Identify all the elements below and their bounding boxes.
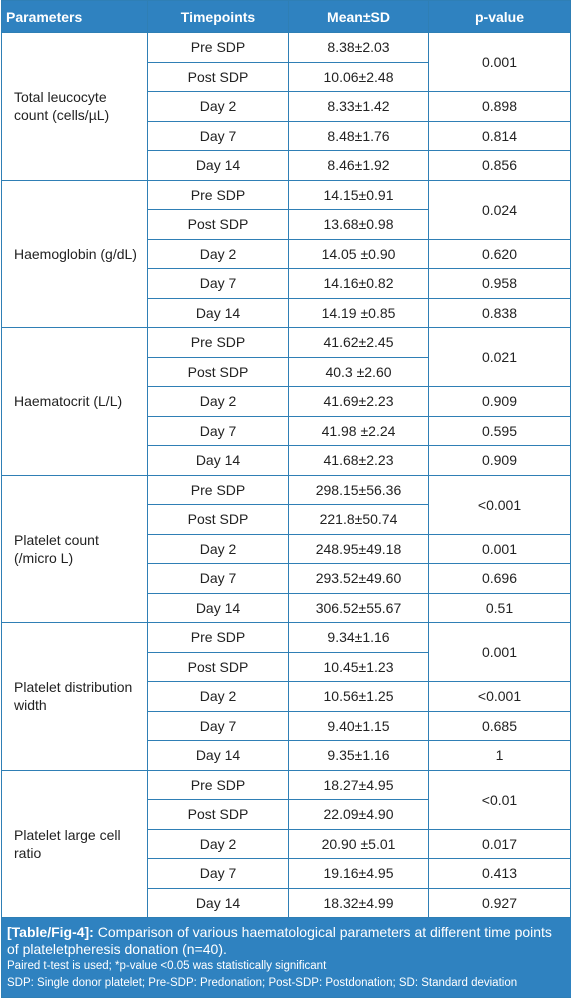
p-value-cell: 0.024: [429, 180, 571, 239]
mean-sd-cell: 10.06±2.48: [289, 62, 429, 92]
header-p-value: p-value: [429, 1, 571, 33]
header-row: [2, 1, 571, 33]
parameter-cell: Haemoglobin (g/dL): [2, 180, 148, 328]
timepoint-cell: Pre SDP: [148, 180, 289, 210]
mean-sd-cell: 298.15±56.36: [289, 475, 429, 505]
table-row: [2, 475, 571, 505]
header-timepoints: Timepoints: [148, 1, 289, 33]
p-value-cell: 0.51: [429, 593, 571, 623]
p-value-cell: 1: [429, 741, 571, 771]
mean-sd-cell: 9.40±1.15: [289, 711, 429, 741]
mean-sd-cell: 8.48±1.76: [289, 121, 429, 151]
mean-sd-cell: 14.05 ±0.90: [289, 239, 429, 269]
mean-sd-cell: 8.33±1.42: [289, 92, 429, 122]
mean-sd-cell: 14.16±0.82: [289, 269, 429, 299]
table-row: [2, 623, 571, 653]
p-value-cell: 0.001: [429, 33, 571, 92]
header-parameters: Parameters: [2, 1, 148, 33]
p-value-cell: 0.001: [429, 534, 571, 564]
mean-sd-cell: 9.35±1.16: [289, 741, 429, 771]
timepoint-cell: Day 14: [148, 888, 289, 918]
p-value-cell: 0.696: [429, 564, 571, 594]
parameter-cell: Platelet count (/micro L): [2, 475, 148, 623]
timepoint-cell: Day 2: [148, 239, 289, 269]
mean-sd-cell: 8.38±2.03: [289, 33, 429, 63]
timepoint-cell: Pre SDP: [148, 328, 289, 358]
timepoint-cell: Day 7: [148, 564, 289, 594]
timepoint-cell: Day 7: [148, 416, 289, 446]
p-value-cell: 0.927: [429, 888, 571, 918]
parameter-cell: Total leucocyte count (cells/µL): [2, 33, 148, 181]
mean-sd-cell: 22.09±4.90: [289, 800, 429, 830]
mean-sd-cell: 41.69±2.23: [289, 387, 429, 417]
table-row: [2, 770, 571, 800]
table-row: [2, 33, 571, 63]
timepoint-cell: Day 14: [148, 298, 289, 328]
timepoint-cell: Day 7: [148, 859, 289, 889]
parameter-cell: Platelet large cell ratio: [2, 770, 148, 918]
p-value-cell: 0.017: [429, 829, 571, 859]
mean-sd-cell: 9.34±1.16: [289, 623, 429, 653]
timepoint-cell: Day 2: [148, 534, 289, 564]
p-value-cell: 0.909: [429, 387, 571, 417]
parameter-cell: Haematocrit (L/L): [2, 328, 148, 476]
p-value-cell: 0.856: [429, 151, 571, 181]
mean-sd-cell: 41.68±2.23: [289, 446, 429, 476]
mean-sd-cell: 8.46±1.92: [289, 151, 429, 181]
timepoint-cell: Post SDP: [148, 210, 289, 240]
table-figure: [1, 0, 570, 998]
timepoint-cell: Post SDP: [148, 505, 289, 535]
timepoint-cell: Post SDP: [148, 62, 289, 92]
p-value-cell: 0.958: [429, 269, 571, 299]
mean-sd-cell: 41.98 ±2.24: [289, 416, 429, 446]
p-value-cell: 0.838: [429, 298, 571, 328]
table-caption: [1, 918, 571, 998]
p-value-cell: 0.620: [429, 239, 571, 269]
timepoint-cell: Day 2: [148, 92, 289, 122]
p-value-cell: 0.814: [429, 121, 571, 151]
caption-main: [7, 924, 566, 958]
timepoint-cell: Pre SDP: [148, 475, 289, 505]
timepoint-cell: Pre SDP: [148, 623, 289, 653]
timepoint-cell: Day 14: [148, 151, 289, 181]
timepoint-cell: Day 7: [148, 269, 289, 299]
mean-sd-cell: 41.62±2.45: [289, 328, 429, 358]
mean-sd-cell: 18.32±4.99: [289, 888, 429, 918]
p-value-cell: 0.413: [429, 859, 571, 889]
timepoint-cell: Day 2: [148, 682, 289, 712]
timepoint-cell: Pre SDP: [148, 33, 289, 63]
timepoint-cell: Post SDP: [148, 357, 289, 387]
mean-sd-cell: 13.68±0.98: [289, 210, 429, 240]
timepoint-cell: Day 2: [148, 829, 289, 859]
p-value-cell: 0.021: [429, 328, 571, 387]
mean-sd-cell: 20.90 ±5.01: [289, 829, 429, 859]
mean-sd-cell: 19.16±4.95: [289, 859, 429, 889]
p-value-cell: 0.909: [429, 446, 571, 476]
timepoint-cell: Day 14: [148, 741, 289, 771]
p-value-cell: 0.001: [429, 623, 571, 682]
mean-sd-cell: 221.8±50.74: [289, 505, 429, 535]
mean-sd-cell: 40.3 ±2.60: [289, 357, 429, 387]
p-value-cell: 0.898: [429, 92, 571, 122]
mean-sd-cell: 306.52±55.67: [289, 593, 429, 623]
timepoint-cell: Day 7: [148, 121, 289, 151]
caption-text: Comparison of various haematological parameters at different time points of plateletpheresis donation (n=40).: [7, 924, 552, 957]
p-value-cell: <0.001: [429, 475, 571, 534]
mean-sd-cell: 248.95±49.18: [289, 534, 429, 564]
table-row: [2, 328, 571, 358]
mean-sd-cell: 14.19 ±0.85: [289, 298, 429, 328]
p-value-cell: 0.595: [429, 416, 571, 446]
mean-sd-cell: 293.52±49.60: [289, 564, 429, 594]
header-mean-sd: Mean±SD: [289, 1, 429, 33]
timepoint-cell: Day 14: [148, 593, 289, 623]
timepoint-cell: Post SDP: [148, 800, 289, 830]
caption-note-test: Paired t-test is used; *p-value <0.05 was statistically significant: [7, 960, 327, 972]
timepoint-cell: Post SDP: [148, 652, 289, 682]
timepoint-cell: Day 7: [148, 711, 289, 741]
mean-sd-cell: 10.45±1.23: [289, 652, 429, 682]
timepoint-cell: Day 2: [148, 387, 289, 417]
table-row: [2, 180, 571, 210]
mean-sd-cell: 14.15±0.91: [289, 180, 429, 210]
mean-sd-cell: 18.27±4.95: [289, 770, 429, 800]
caption-label: [Table/Fig-4]:: [7, 924, 94, 940]
p-value-cell: <0.01: [429, 770, 571, 829]
timepoint-cell: Day 14: [148, 446, 289, 476]
haematology-table: [1, 0, 571, 918]
p-value-cell: 0.685: [429, 711, 571, 741]
caption-note-abbreviations: SDP: Single donor platelet; Pre-SDP: Predonation; Post-SDP: Postdonation; SD: Standard deviation: [7, 977, 518, 989]
mean-sd-cell: 10.56±1.25: [289, 682, 429, 712]
parameter-cell: Platelet distribution width: [2, 623, 148, 771]
p-value-cell: <0.001: [429, 682, 571, 712]
timepoint-cell: Pre SDP: [148, 770, 289, 800]
